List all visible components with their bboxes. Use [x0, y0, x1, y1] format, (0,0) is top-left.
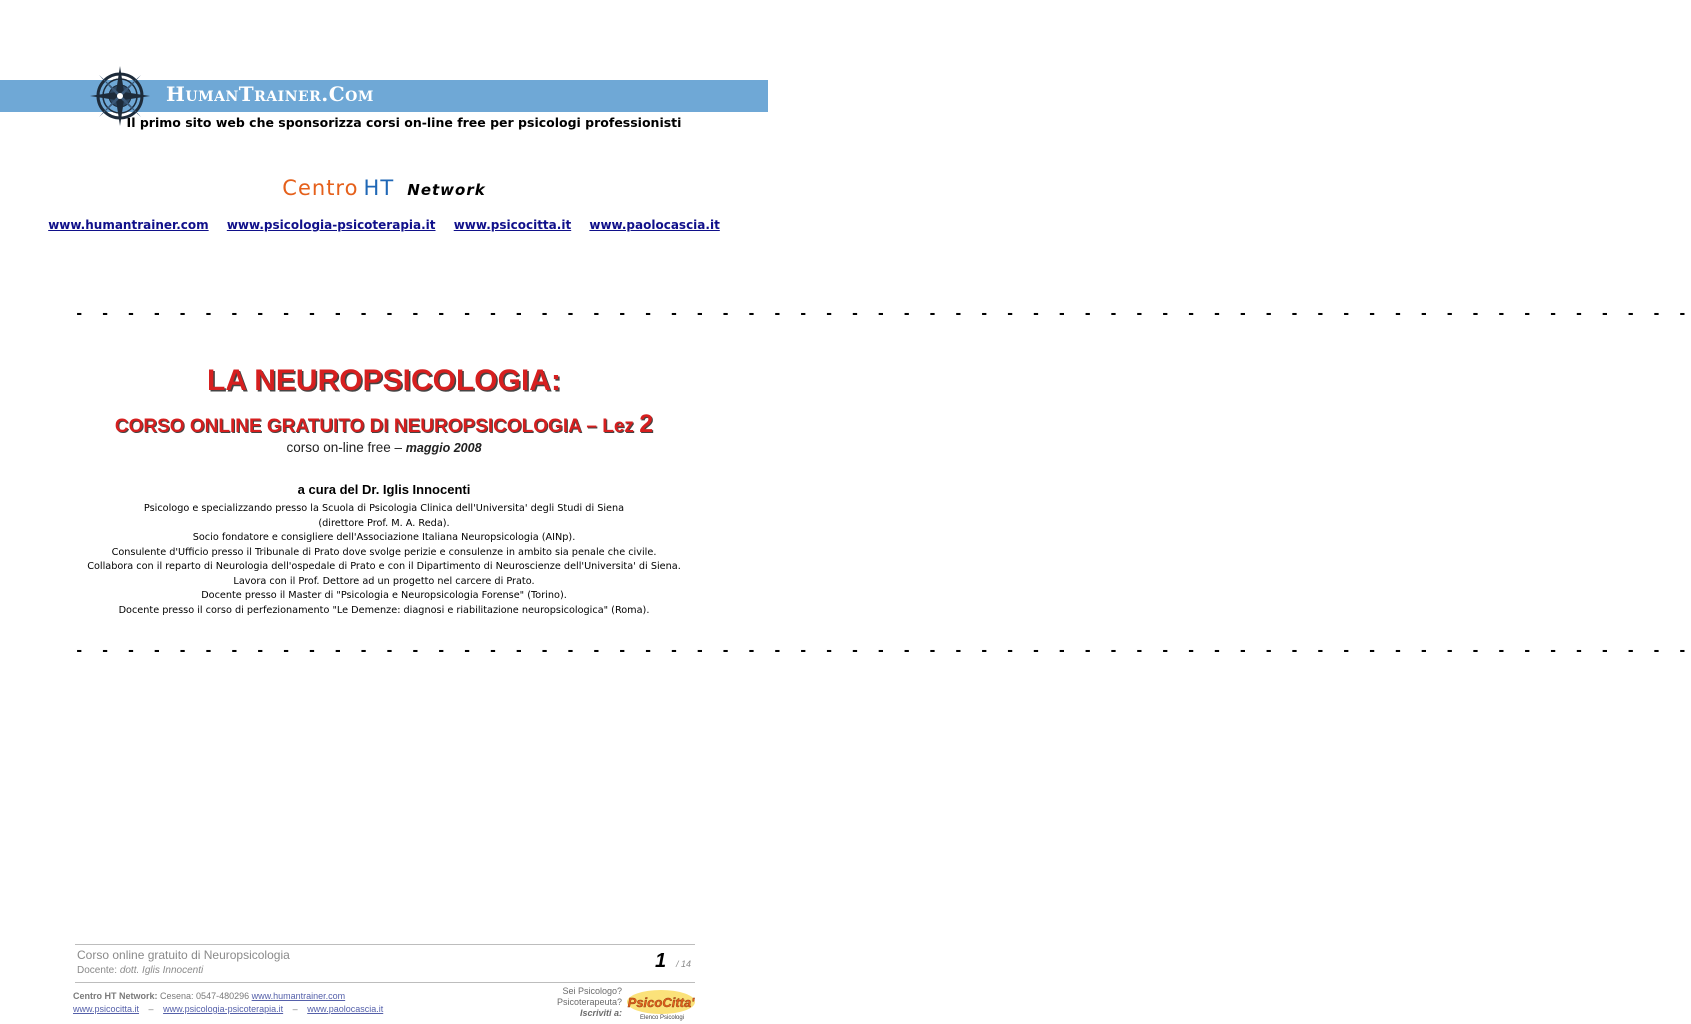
footer-link-humantrainer[interactable]: www.humantrainer.com	[251, 991, 346, 1001]
network-word-centro: Centro	[282, 176, 359, 200]
link-psicologia-psicoterapia[interactable]: www.psicologia-psicoterapia.it	[226, 218, 436, 232]
bio-line: (direttore Prof. M. A. Reda).	[318, 517, 450, 529]
promo-question-1: Sei Psicologo?	[562, 986, 622, 996]
psicocitta-logo-icon[interactable]	[624, 988, 696, 1022]
course-line	[0, 440, 768, 455]
footer-teacher-label: Docente:	[77, 965, 118, 976]
page-total: / 14	[676, 959, 692, 969]
author-heading: a cura del Dr. Iglis Innocenti	[297, 482, 471, 497]
footer-link-psicologia-psicoterapia[interactable]: www.psicologia-psicoterapia.it	[163, 1004, 284, 1014]
link-paolocascia[interactable]: www.paolocascia.it	[589, 218, 720, 232]
promo-call-to-action: Iscriviti a:	[579, 1008, 622, 1018]
divider-top: - - - - - - - - - - - - - - - - - - - - - - - - - - - - - - - - - - - - - - - - - - - - - - - - - - - - - - - - - - - - - - -	[75, 306, 1691, 322]
site-name: HumanTrainer.Com	[166, 82, 374, 106]
footer-teacher-name: dott. Iglis Innocenti	[119, 965, 204, 976]
course-title: LA NEUROPSICOLOGIA:	[207, 364, 561, 397]
footer-separator: –	[148, 1004, 154, 1014]
bio-line: Docente presso il corso di perfezionamento "Le Demenze: diagnosi e riabilitazione neuropsicologica" (Roma).	[118, 604, 650, 616]
footer-city-phone: Cesena: 0547-480296	[160, 991, 250, 1001]
network-links	[0, 218, 768, 232]
footer-rule-2	[75, 982, 695, 983]
promo-logo-text: PsicoCitta'	[627, 995, 695, 1010]
promo-question-2: Psicoterapeuta?	[556, 997, 622, 1007]
network-word-ht: HT	[363, 176, 395, 200]
bio-line: Consulente d'Ufficio presso il Tribunale di Prato dove svolge perizie e consulenze in ambito sia penale che civile.	[111, 546, 657, 558]
network-word-network: Network	[407, 181, 486, 199]
footer-teacher	[77, 965, 203, 976]
footer-network-line	[73, 991, 345, 1001]
network-title	[0, 176, 768, 200]
link-humantrainer[interactable]: www.humantrainer.com	[48, 218, 209, 232]
footer-links-line	[73, 1004, 383, 1014]
course-subtitle	[0, 410, 768, 439]
promo-logo-sub: Elenco Psicologi	[639, 1015, 685, 1021]
footer-link-paolocascia[interactable]: www.paolocascia.it	[307, 1004, 384, 1014]
bio-line: Lavora con il Prof. Dettore ad un progetto nel carcere di Prato.	[233, 575, 535, 587]
lesson-number: 2	[639, 410, 654, 438]
footer-separator: –	[292, 1004, 298, 1014]
course-date: maggio 2008	[405, 441, 482, 455]
bio-line: Collabora con il reparto di Neurologia dell'ospedale di Prato e con il Dipartimento di Neuroscienze dell'Universita' di Siena.	[87, 561, 681, 572]
footer-link-psicocitta[interactable]: www.psicocitta.it	[73, 1004, 140, 1014]
footer-course-title: Corso online gratuito di Neuropsicologia	[77, 948, 290, 962]
page-number: 1	[655, 950, 667, 972]
course-subtitle-text: CORSO ONLINE GRATUITO DI NEUROPSICOLOGIA – Lez	[114, 416, 634, 437]
link-psicocitta[interactable]: www.psicocitta.it	[453, 218, 572, 232]
bio-line: Socio fondatore e consigliere dell'Associazione Italiana Neuropsicologia (AINp).	[192, 532, 576, 543]
bio-line: Psicologo e specializzando presso la Scuola di Psicologia Clinica dell'Universita' degli Studi di Siena	[143, 503, 625, 514]
author-bio	[80, 502, 688, 618]
footer-rule	[75, 944, 695, 945]
promo-text	[536, 986, 622, 1019]
divider-bottom: - - - - - - - - - - - - - - - - - - - - - - - - - - - - - - - - - - - - - - - - - - - - - - - - - - - - - - - - - - - - - - -	[75, 643, 1691, 659]
footer-network-label: Centro HT Network:	[73, 991, 158, 1001]
tagline: Il primo sito web che sponsorizza corsi on-line free per psicologi professionisti	[126, 115, 682, 130]
bio-line: Docente presso il Master di "Psicologia e Neuropsicologia Forense" (Torino).	[201, 590, 567, 601]
course-line-text: corso on-line free –	[286, 440, 403, 455]
